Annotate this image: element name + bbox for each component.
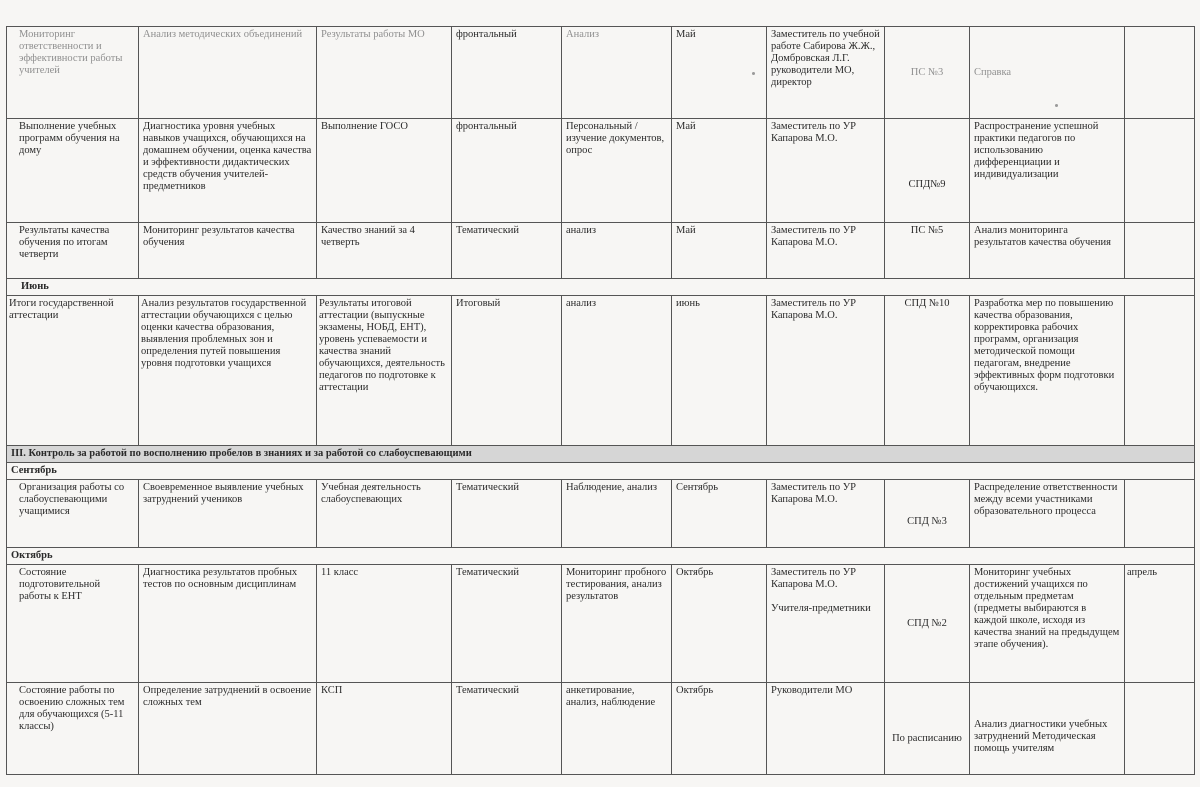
cell-method: анализ	[562, 223, 672, 279]
cell-topic: Состояние подготовительной работы к ЕНТ	[7, 565, 139, 683]
cell-month: Май	[672, 119, 767, 223]
cell-topic: Итоги государственной аттестации	[7, 296, 139, 446]
cell-topic: Результаты качества обучения по итогам четверти	[7, 223, 139, 279]
cell-goal: Диагностика результатов пробных тестов по основным дисциплинам	[139, 565, 317, 683]
cell-object: Учебная деятельность слабоуспевающих	[317, 480, 452, 548]
scan-speck	[1055, 104, 1058, 107]
cell-result: Распределение ответственности между всеми участниками образовательного процесса	[970, 480, 1125, 548]
control-plan-table	[6, 26, 1195, 775]
cell-type: Итоговый	[452, 296, 562, 446]
table-row	[7, 27, 1195, 119]
cell-review: СПД№9	[885, 119, 970, 223]
cell-responsible: Заместитель по УР Капарова М.О.	[767, 119, 885, 223]
table-row	[7, 119, 1195, 223]
cell-result: Анализ мониторинга результатов качества обучения	[970, 223, 1125, 279]
cell-result: Разработка мер по повышению качества образования, корректировка рабочих программ, организация методической помощи педагогам, внедрение эффективных форм подготовки обучающихся.	[970, 296, 1125, 446]
cell-object: Качество знаний за 4 четверть	[317, 223, 452, 279]
month-label-june: Июнь	[7, 279, 1195, 296]
cell-review: ПС №5	[885, 223, 970, 279]
cell-responsible: Заместитель по УР Капарова М.О.	[767, 480, 885, 548]
cell-extra	[1125, 296, 1195, 446]
cell-object: Результаты итоговой аттестации (выпускные экзамены, НОБД, ЕНТ), уровень успеваемости и качества знаний обучающихся, деятельность педагогов по подготовке к аттестации	[317, 296, 452, 446]
cell-responsible: Руководители МО	[767, 683, 885, 775]
cell-goal: Анализ результатов государственной аттестации обучающихся с целью оценки качества образования, выявления проблемных зон и определения путей повышения уровня подготовки учащихся	[139, 296, 317, 446]
cell-extra: апрель	[1125, 565, 1195, 683]
table-row	[7, 480, 1195, 548]
cell-responsible: Заместитель по УР Капарова М.О.	[767, 223, 885, 279]
control-plan-sheet	[6, 26, 1194, 775]
cell-review: СПД №3	[885, 480, 970, 548]
cell-method: Мониторинг пробного тестирования, анализ результатов	[562, 565, 672, 683]
cell-extra	[1125, 683, 1195, 775]
cell-object: Выполнение ГОСО	[317, 119, 452, 223]
cell-goal: Определение затруднений в освоение сложных тем	[139, 683, 317, 775]
table-row	[7, 565, 1195, 683]
responsible-deputy: Заместитель по УР Капарова М.О.	[771, 567, 857, 590]
cell-extra	[1125, 480, 1195, 548]
section-title-part3: III. Контроль за работой по восполнению пробелов в знаниях и за работой со слабоуспевающими	[7, 446, 1195, 463]
cell-goal: Мониторинг результатов качества обучения	[139, 223, 317, 279]
cell-month: Май	[672, 27, 767, 119]
cell-method: Наблюдение, анализ	[562, 480, 672, 548]
cell-month: июнь	[672, 296, 767, 446]
cell-month: Октябрь	[672, 683, 767, 775]
cell-result: Распространение успешной практики педагогов по использованию дифференциации и индивидуализации	[970, 119, 1125, 223]
cell-type: Тематический	[452, 480, 562, 548]
cell-review: По расписанию	[885, 683, 970, 775]
table-row	[7, 223, 1195, 279]
cell-responsible: Заместитель по учебной работе Сабирова Ж.Ж., Домбровская Л.Г. руководители МО, директор	[767, 27, 885, 119]
cell-goal: Своевременное выявление учебных затруднений учеников	[139, 480, 317, 548]
cell-topic: Состояние работы по освоению сложных тем для обучающихся (5-11 классы)	[7, 683, 139, 775]
cell-extra	[1125, 119, 1195, 223]
cell-result: Мониторинг учебных достижений учащихся по отдельным предметам (предметы выбираются в каждой школе, исходя из качества знаний на предыдущем этапе обучения).	[970, 565, 1125, 683]
cell-month: Сентябрь	[672, 480, 767, 548]
cell-review: СПД №2	[885, 565, 970, 683]
cell-month: Октябрь	[672, 565, 767, 683]
cell-extra	[1125, 223, 1195, 279]
month-row	[7, 463, 1195, 480]
cell-month: Май	[672, 223, 767, 279]
month-label-october: Октябрь	[7, 548, 1195, 565]
cell-goal: Диагностика уровня учебных навыков учащихся, обучающихся на домашнем обучении, оценка качества и эффективности дидактических средств обучения учителей-предметников	[139, 119, 317, 223]
cell-extra	[1125, 27, 1195, 119]
table-row	[7, 683, 1195, 775]
month-label-september: Сентябрь	[7, 463, 1195, 480]
cell-object: КСП	[317, 683, 452, 775]
cell-result: Справка	[970, 27, 1125, 119]
table-row	[7, 296, 1195, 446]
cell-topic: Организация работы со слабоуспевающими учащимися	[7, 480, 139, 548]
cell-responsible	[767, 565, 885, 683]
cell-review: ПС №3	[885, 27, 970, 119]
cell-method: Персональный / изучение документов, опрос	[562, 119, 672, 223]
cell-method: анализ	[562, 296, 672, 446]
month-row	[7, 279, 1195, 296]
cell-method: анкетирование, анализ, наблюдение	[562, 683, 672, 775]
cell-result: Анализ диагностики учебных затруднений Методическая помощь учителям	[970, 683, 1125, 775]
cell-object: 11 класс	[317, 565, 452, 683]
scan-speck	[752, 72, 755, 75]
section-header-row	[7, 446, 1195, 463]
cell-type: фронтальный	[452, 27, 562, 119]
cell-object: Результаты работы МО	[317, 27, 452, 119]
cell-topic: Мониторинг ответственности и эффективности работы учителей	[7, 27, 139, 119]
cell-type: Тематический	[452, 223, 562, 279]
cell-type: фронтальный	[452, 119, 562, 223]
cell-responsible: Заместитель по УР Капарова М.О.	[767, 296, 885, 446]
responsible-teachers: Учителя-предметники	[771, 603, 871, 614]
month-row	[7, 548, 1195, 565]
cell-method: Анализ	[562, 27, 672, 119]
cell-goal: Анализ методических объединений	[139, 27, 317, 119]
cell-review: СПД №10	[885, 296, 970, 446]
cell-type: Тематический	[452, 683, 562, 775]
cell-topic: Выполнение учебных программ обучения на дому	[7, 119, 139, 223]
cell-type: Тематический	[452, 565, 562, 683]
